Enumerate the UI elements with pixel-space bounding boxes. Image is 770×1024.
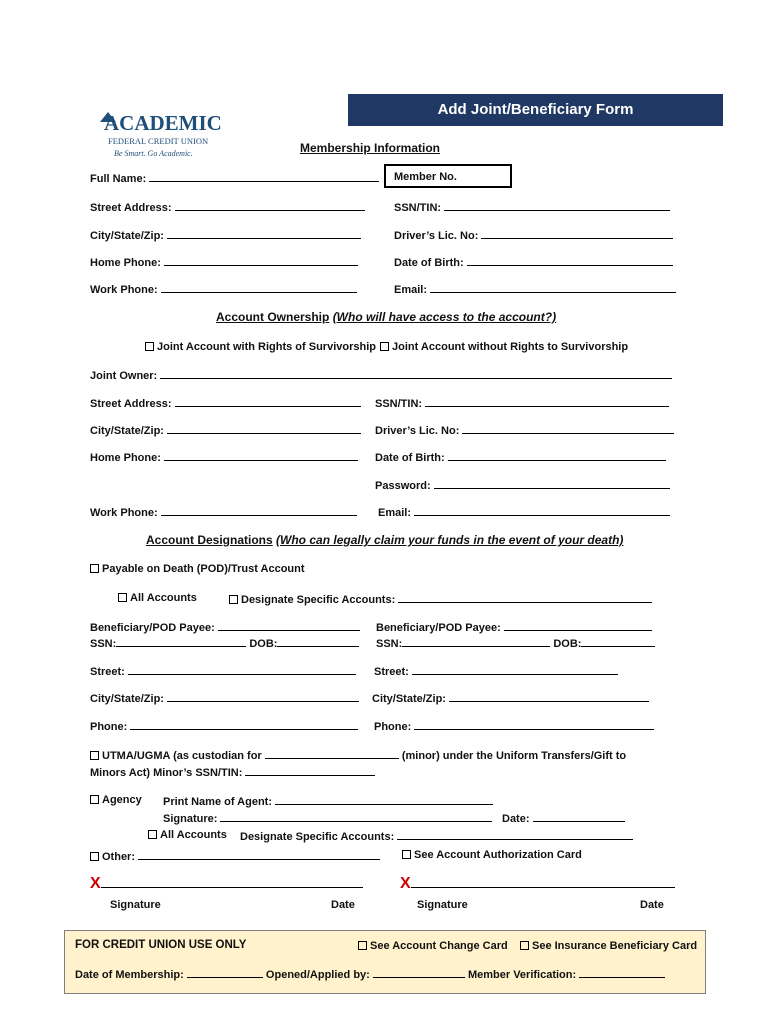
work-phone-field[interactable]: Work Phone: xyxy=(90,282,357,296)
joint-drivers-lic-field[interactable]: Driver’s Lic. No: xyxy=(375,423,674,437)
pod-specific-accounts-field[interactable]: Designate Specific Accounts: xyxy=(229,592,652,606)
agency-checkbox[interactable]: Agency xyxy=(90,794,142,806)
designations-heading: Account Designations (Who can legally claim your funds in the event of your death) xyxy=(146,533,624,547)
agent-signature-field[interactable]: Signature: xyxy=(163,811,492,825)
payee-1-ssn-dob-field[interactable]: SSN: DOB: xyxy=(90,636,359,650)
signature-2-line[interactable] xyxy=(400,875,675,893)
form-title: Add Joint/Beneficiary Form xyxy=(348,94,723,126)
checkbox-icon xyxy=(145,342,154,351)
joint-city-state-zip-field[interactable]: City/State/Zip: xyxy=(90,423,361,437)
date-of-membership-field[interactable]: Date of Membership: xyxy=(75,969,263,981)
utma-minor-ssn-field[interactable]: Minors Act) Minor’s SSN/TIN: xyxy=(90,765,375,779)
utma-checkbox[interactable]: UTMA/UGMA (as custodian for (minor) under the Uniform Transfers/Gift to xyxy=(90,748,626,762)
see-account-change-card-checkbox[interactable]: See Account Change Card xyxy=(358,940,508,952)
checkbox-icon xyxy=(90,852,99,861)
svg-text:ACADEMIC: ACADEMIC xyxy=(104,111,222,135)
checkbox-icon xyxy=(520,941,529,950)
drivers-lic-field[interactable]: Driver’s Lic. No: xyxy=(394,228,673,242)
agency-all-accounts-checkbox[interactable]: All Accounts xyxy=(148,829,227,841)
street-address-field[interactable]: Street Address: xyxy=(90,200,365,214)
member-no-label: Member No. xyxy=(394,171,457,183)
ownership-heading: Account Ownership (Who will have access to the account?) xyxy=(216,310,557,324)
ssn-field[interactable]: SSN/TIN: xyxy=(394,200,670,214)
full-name-field[interactable]: Full Name: xyxy=(90,171,379,185)
logo-graphic xyxy=(98,108,238,160)
date-of-birth-field[interactable]: Date of Birth: xyxy=(394,255,673,269)
checkbox-icon xyxy=(380,342,389,351)
signature-2-label: Signature xyxy=(417,899,468,911)
payee-1-street-field[interactable]: Street: xyxy=(90,664,356,678)
checkbox-icon xyxy=(148,830,157,839)
checkbox-icon xyxy=(90,564,99,573)
joint-home-phone-field[interactable]: Home Phone: xyxy=(90,450,358,464)
payee-2-phone-field[interactable]: Phone: xyxy=(374,719,654,733)
signature-1-date-label: Date xyxy=(331,899,355,911)
cu-use-fields-row xyxy=(75,967,665,981)
payee-2-name-field[interactable]: Beneficiary/POD Payee: xyxy=(376,620,652,634)
see-insurance-card-checkbox[interactable]: See Insurance Beneficiary Card xyxy=(520,940,697,952)
credit-union-logo xyxy=(92,96,232,158)
email-field[interactable]: Email: xyxy=(394,282,676,296)
checkbox-icon xyxy=(90,751,99,760)
payee-2-city-field[interactable]: City/State/Zip: xyxy=(372,691,649,705)
x-mark-icon: X xyxy=(400,875,411,892)
checkbox-icon xyxy=(229,595,238,604)
see-authorization-card-checkbox[interactable]: See Account Authorization Card xyxy=(402,849,582,861)
pod-checkbox[interactable]: Payable on Death (POD)/Trust Account xyxy=(90,563,305,575)
city-state-zip-field[interactable]: City/State/Zip: xyxy=(90,228,361,242)
joint-password-field[interactable]: Password: xyxy=(375,478,670,492)
agency-specific-accounts-field[interactable]: Designate Specific Accounts: xyxy=(240,829,633,843)
signature-1-label: Signature xyxy=(110,899,161,911)
joint-work-phone-field[interactable]: Work Phone: xyxy=(90,505,357,519)
payee-1-city-field[interactable]: City/State/Zip: xyxy=(90,691,359,705)
checkbox-icon xyxy=(358,941,367,950)
cu-use-heading: FOR CREDIT UNION USE ONLY xyxy=(75,939,247,951)
joint-ssn-field[interactable]: SSN/TIN: xyxy=(375,396,669,410)
payee-2-ssn-dob-field[interactable]: SSN: DOB: xyxy=(376,636,655,650)
checkbox-icon xyxy=(90,795,99,804)
membership-heading: Membership Information xyxy=(300,141,441,155)
joint-without-survivorship-checkbox[interactable]: Joint Account without Rights to Survivorship xyxy=(380,341,628,353)
signature-1-line[interactable] xyxy=(90,875,363,893)
payee-2-street-field[interactable]: Street: xyxy=(374,664,618,678)
opened-by-field[interactable]: Opened/Applied by: xyxy=(266,969,465,981)
joint-email-field[interactable]: Email: xyxy=(378,505,670,519)
joint-owner-field[interactable]: Joint Owner: xyxy=(90,368,672,382)
svg-text:Be Smart. Go Academic.: Be Smart. Go Academic. xyxy=(114,149,193,158)
joint-date-of-birth-field[interactable]: Date of Birth: xyxy=(375,450,666,464)
svg-text:FEDERAL CREDIT UNION: FEDERAL CREDIT UNION xyxy=(108,136,209,146)
checkbox-icon xyxy=(402,850,411,859)
joint-street-address-field[interactable]: Street Address: xyxy=(90,396,361,410)
other-field[interactable]: Other: xyxy=(90,849,380,863)
pod-all-accounts-checkbox[interactable]: All Accounts xyxy=(118,592,197,604)
payee-1-name-field[interactable]: Beneficiary/POD Payee: xyxy=(90,620,360,634)
member-verification-field[interactable]: Member Verification: xyxy=(468,969,665,981)
checkbox-icon xyxy=(118,593,127,602)
joint-with-survivorship-checkbox[interactable]: Joint Account with Rights of Survivorship xyxy=(145,341,376,353)
agent-name-field[interactable]: Print Name of Agent: xyxy=(163,794,493,808)
home-phone-field[interactable]: Home Phone: xyxy=(90,255,358,269)
agent-date-field[interactable]: Date: xyxy=(502,811,625,825)
x-mark-icon: X xyxy=(90,875,101,892)
payee-1-phone-field[interactable]: Phone: xyxy=(90,719,358,733)
signature-2-date-label: Date xyxy=(640,899,664,911)
